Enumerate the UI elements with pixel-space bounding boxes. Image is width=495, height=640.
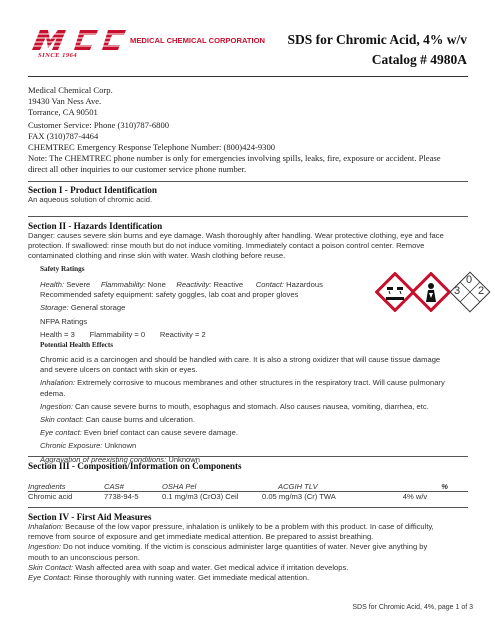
health-hazard-icon	[411, 272, 451, 312]
address-line: CHEMTREC Emergency Response Telephone Number: (800)424-9300	[28, 142, 276, 153]
potential-health-effects-label: Potential Health Effects	[40, 341, 114, 349]
reactivity-value: Reactive	[213, 280, 244, 289]
effect-text: Extremely corrosive to mucous membranes and other structures in the respiratory tract. Will cause pulmonary	[75, 378, 445, 388]
nfpa-label: NFPA Ratings	[40, 316, 88, 326]
section-rule	[28, 181, 468, 182]
storage-value: General storage	[70, 303, 126, 313]
nfpa-diamond	[446, 268, 494, 316]
table-cell: Chromic acid	[28, 491, 73, 501]
nfpa-reactivity: Reactivity = 2	[159, 329, 206, 339]
table-header-row	[28, 481, 468, 491]
column-header: Ingredients	[28, 481, 66, 491]
effect-text: edema.	[40, 388, 66, 398]
section-2-title: Section II - Hazards Identification	[28, 221, 163, 231]
first-aid-text: Do not induce vomiting. If the victim is conscious administer large quantities of water. Never give anything by	[60, 542, 428, 552]
effect-text: Unknown	[102, 441, 137, 451]
effect-label: Eye contact:	[40, 428, 82, 438]
effect-text: Can cause severe burns to mouth, esophagus and stomach. Also causes nausea, vomiting, diarrhea, etc.	[72, 401, 429, 411]
safety-ratings-block	[40, 280, 360, 340]
first-aid-block	[28, 522, 473, 583]
first-aid-label: Eye Contact:	[28, 573, 72, 583]
table-cell: 7738-94-5	[104, 491, 139, 501]
header-rule	[28, 76, 468, 77]
first-aid-line	[28, 573, 473, 583]
since-label: SINCE 1964	[38, 52, 78, 59]
address-line: Medical Chemical Corp.	[28, 85, 113, 95]
address-line: 19430 Van Ness Ave.	[28, 96, 102, 107]
first-aid-label: Inhalation:	[28, 522, 64, 531]
effect-label: Ingestion:	[40, 401, 73, 411]
effect-line	[40, 378, 475, 388]
nfpa-reactivity-number: 2	[478, 285, 485, 297]
section-2-intro	[28, 231, 473, 262]
table-cell: 0.05 mg/m3 (Cr) TWA	[262, 491, 336, 501]
mcc-logo-graphic	[28, 26, 258, 66]
effect-label: Aggravation of preexisting conditions:	[40, 454, 167, 464]
hazard-line: contaminated clothing and rinse skin with water. Wash clothing before reuse.	[28, 251, 286, 261]
nfpa-flammability-number: 0	[466, 274, 473, 286]
first-aid-text: Because of the low vapor pressure, inhalation is unlikely to be a problem with this product. In case of difficulty,	[63, 522, 434, 531]
effect-line	[40, 355, 475, 365]
section-3-title: Section III - Composition/Information on Components	[28, 461, 242, 471]
first-aid-label: Skin Contact:	[28, 562, 74, 572]
first-aid-text: remove from source of exposure and get immediate medical attention. Be prepared to assist breathing.	[28, 532, 374, 542]
effect-text: Unknown	[166, 454, 200, 464]
first-aid-line	[28, 542, 473, 552]
nfpa-flammability: Flammability = 0	[89, 329, 146, 339]
health-label: Health:	[40, 280, 65, 289]
column-header: ACGIH TLV	[278, 481, 318, 491]
section-rule	[28, 216, 468, 217]
table-header-rule	[28, 491, 468, 492]
first-aid-line	[28, 563, 473, 573]
effect-text: and severe ulcers on contact with skin or eyes.	[40, 365, 198, 375]
effect-text: Can cause burns and ulceration.	[83, 415, 195, 425]
address-line: Note: The CHEMTREC phone number is only for emergencies involving spills, leaks, fire, exposure or accident. Please	[28, 153, 441, 164]
storage-line	[40, 303, 360, 313]
health-value: Severe	[66, 280, 91, 289]
effect-text: Chromic acid is a carcinogen and should be handled with care. It is also a strong oxidizer that will cause tissue damage	[40, 355, 441, 364]
health-effects-block	[40, 355, 475, 465]
components-table	[28, 481, 468, 501]
section-1-text: An aqueous solution of chromic acid.	[28, 195, 153, 204]
nfpa-health: Health = 3	[40, 329, 75, 339]
nfpa-health-number: 3	[454, 285, 461, 297]
section-1-title: Section I - Product Identification	[28, 185, 157, 195]
flammability-label: Flammability:	[100, 280, 146, 289]
first-aid-label: Ingestion:	[28, 542, 61, 552]
column-header: %	[441, 481, 448, 491]
company-name: MEDICAL CHEMICAL CORPORATION	[130, 36, 265, 45]
address-block	[28, 85, 468, 176]
table-row	[28, 491, 468, 501]
first-aid-text: Rinse thoroughly with running water. Get immediate medical attention.	[71, 573, 310, 583]
section-rule	[28, 456, 468, 457]
effect-label: Chronic Exposure:	[40, 441, 103, 451]
hazard-line: Danger: causes severe skin burns and eye damage. Wash thoroughly after handling. Wear protective clothing, eye and face	[28, 231, 444, 240]
first-aid-line	[28, 522, 473, 532]
title-line-1: SDS for Chromic Acid, 4% w/v	[287, 32, 467, 47]
effect-line	[40, 402, 475, 412]
corrosion-icon	[375, 272, 415, 312]
nfpa-line	[40, 330, 360, 340]
effect-label: Inhalation:	[40, 378, 76, 388]
first-aid-line	[28, 553, 473, 563]
storage-label: Storage:	[40, 303, 69, 313]
effect-line	[40, 415, 475, 425]
first-aid-text: Wash affected area with soap and water. Get medical advice if irritation develops.	[73, 562, 349, 572]
corrosion-pictogram	[375, 272, 415, 312]
catalog-number: Catalog # 4980A	[371, 52, 467, 67]
effect-line	[40, 441, 475, 451]
equipment-line: Recommended safety equipment: safety goggles, lab coat and proper gloves	[40, 290, 299, 300]
section-4-title: Section IV - First Aid Measures	[28, 512, 152, 522]
address-line: Torrance, CA 90501	[28, 107, 98, 118]
section-rule	[28, 507, 468, 508]
address-line: Customer Service: Phone (310)787-6800	[28, 119, 170, 130]
effect-text: Even brief contact can cause severe damage.	[81, 428, 238, 438]
page-footer: SDS for Chromic Acid, 4%, page 1 of 3	[352, 604, 473, 611]
effect-line	[40, 365, 475, 375]
address-line: direct all other inquiries to our customer service phone number.	[28, 164, 247, 175]
first-aid-line	[28, 532, 473, 542]
effect-line	[40, 428, 475, 438]
contact-label: Contact:	[255, 280, 285, 289]
flammability-value: None	[147, 280, 166, 289]
table-cell: 4% w/v	[402, 491, 428, 501]
reactivity-label: Reactivity:	[176, 280, 212, 289]
effect-label: Skin contact:	[40, 415, 84, 425]
table-cell: 0.1 mg/m3 (CrO3) Ceil	[162, 491, 239, 501]
ratings-line	[40, 280, 360, 290]
company-logo	[28, 26, 265, 66]
hazard-line: protection. If swallowed: rinse mouth but do not induce vomiting. Immediately contact a poison control center. Remove	[28, 241, 425, 251]
safety-ratings-label: Safety Ratings	[40, 265, 85, 273]
column-header: CAS#	[104, 481, 124, 491]
document-title	[287, 30, 467, 70]
column-header: OSHA Pel	[162, 481, 197, 491]
address-line: FAX (310)787-4464	[28, 130, 99, 141]
health-hazard-pictogram	[411, 272, 451, 312]
first-aid-text: mouth to an unconscious person.	[28, 552, 140, 562]
contact-value: Hazardous	[286, 280, 323, 289]
effect-line	[40, 389, 475, 399]
